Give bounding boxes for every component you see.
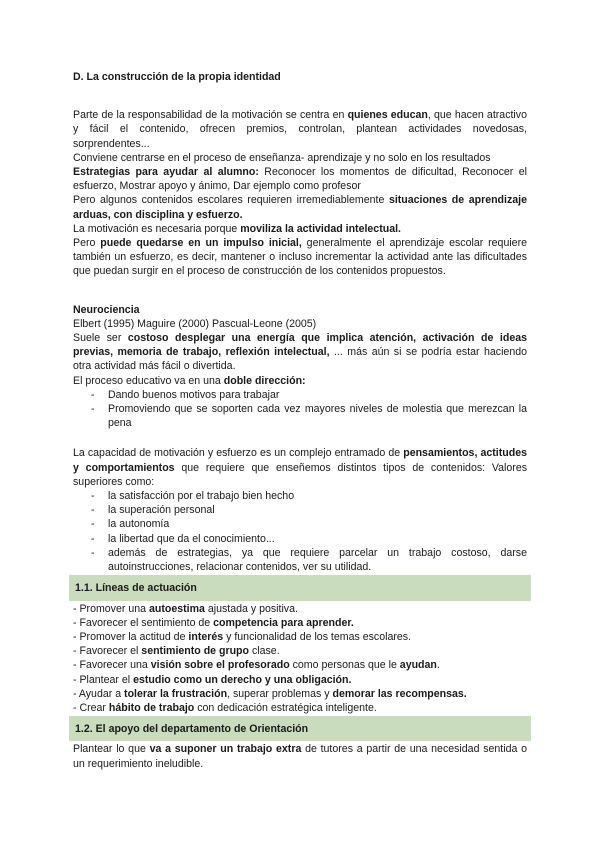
section-band-lineas [69, 575, 531, 600]
bold-run: puede quedarse en un impulso inicial, [100, 237, 302, 250]
neuro-list [73, 388, 527, 431]
text-run: , superar problemas y [227, 687, 333, 700]
list-item: - la autonomía [91, 517, 527, 531]
text-run: clase. [249, 645, 280, 658]
document-content [73, 70, 527, 771]
bold-run: situaciones de aprendizaje arduas, con disciplina y esfuerzo. [73, 194, 527, 221]
lineas-list [73, 602, 527, 716]
list-item: - Dando buenos motivos para trabajar [91, 388, 527, 402]
text-run: ... más aún si se podría estar haciendo otra actividad más fácil o divertida. [73, 346, 527, 373]
neuro-title: Neurociencia [73, 303, 140, 316]
bold-run: visión sobre el profesorado [150, 659, 290, 672]
text-run: . [436, 659, 440, 672]
lineas-item [73, 658, 527, 672]
lineas-item [73, 630, 527, 644]
text-run: - Ayudar a [73, 687, 125, 700]
neuro-paragraph-2 [73, 374, 527, 388]
text-run: La motivación es necesaria porque [73, 222, 241, 235]
text-run: - Plantear el [73, 673, 134, 686]
text-run: - Crear [73, 701, 109, 714]
section-title: D. La construcción de la propia identidad [73, 71, 281, 83]
lineas-item [73, 602, 527, 616]
apoyo-title: 1.2. El apoyo del departamento de Orientación [75, 723, 309, 736]
bold-run: autoestima [148, 602, 205, 615]
bold-run: competencia para aprender. [213, 616, 354, 629]
bold-run: demorar las recompensas. [332, 687, 467, 700]
text-run: Pero algunos contenidos escolares requieren irremediablemente [73, 194, 389, 207]
bold-run: hábito de trabajo [108, 701, 195, 714]
bold-run: moviliza la actividad intelectual. [240, 222, 401, 235]
intro-paragraph-6 [73, 236, 527, 279]
text-run: Suele ser [73, 332, 128, 345]
bold-run: Estrategias para ayudar al alumno: [73, 166, 259, 179]
text-run: con dedicación estratégica inteligente. [194, 701, 377, 714]
list-item: - además de estrategias, ya que requiere parcelar un trabajo costoso, darse autoinstrucciones, relacionar contenidos, ver su utilidad. [91, 546, 527, 574]
list-item: - la libertad que da el conocimiento... [91, 532, 527, 546]
neuro-paragraph-1 [73, 331, 527, 374]
lineas-item [73, 644, 527, 658]
lineas-item [73, 701, 527, 715]
intro-paragraph-5 [73, 222, 527, 236]
text-run: - Promover una [73, 602, 149, 615]
apoyo-paragraph [73, 742, 527, 770]
text-run: Plantear lo que [73, 743, 150, 756]
lineas-title: 1.1. Líneas de actuación [75, 582, 197, 595]
neuro-references: Elbert (1995) Maguire (2000) Pascual-Leone (2005) [73, 317, 317, 330]
text-run: y funcionalidad de los temas escolares. [223, 630, 412, 643]
list-item: - la satisfacción por el trabajo bien hecho [91, 489, 527, 503]
capacity-paragraph [73, 446, 527, 489]
lineas-item [73, 687, 527, 701]
text-run: - Favorecer el [73, 645, 142, 658]
bold-run: tolerar la frustración [124, 687, 228, 700]
lineas-item [73, 616, 527, 630]
section-band-apoyo [69, 716, 531, 741]
text-run: que requiere que enseñemos distintos tipos de contenidos: Valores superiores como: [73, 461, 528, 488]
intro-paragraph-2 [73, 151, 527, 165]
bold-run: interés [188, 630, 224, 643]
bold-run: costoso desplegar una energía que implica atención, activación de ideas previas, memoria de trabajo, reflexión intelectual, [73, 332, 527, 359]
bold-run: ayudan [399, 659, 437, 672]
text-run: - Favorecer una [73, 659, 151, 672]
text-run: - Promover la actitud de [73, 630, 189, 643]
text-run: Conviene centrarse en el proceso de enseñanza- aprendizaje y no solo en los resultados [73, 151, 491, 164]
bold-run: doble dirección: [223, 374, 306, 387]
bold-run: quienes educan [347, 109, 428, 122]
intro-paragraph-3 [73, 165, 527, 193]
text-run: , que hacen atractivo y fácil el contenido, ofrecen premios, controlan, plantean actividades novedosas, sorprendentes... [73, 109, 527, 150]
bold-run: estudio como un derecho y una obligación. [133, 673, 352, 686]
text-run: - Favorecer el sentimiento de [73, 616, 214, 629]
text-run: ajustada y positiva. [204, 602, 298, 615]
text-run: La capacidad de motivación y esfuerzo es un complejo entramado de [73, 447, 404, 460]
intro-paragraph-1 [73, 108, 527, 151]
text-run: como personas que le [289, 659, 400, 672]
text-run: Pero [73, 237, 101, 250]
intro-paragraph-4 [73, 193, 527, 221]
bold-run: sentimiento de grupo [141, 645, 250, 658]
text-run: generalmente el aprendizaje escolar requiere también un esfuerzo, es decir, mantener o incluso incrementar la actividad ante las dificultades que puedan surgir en el proceso de construcción de los contenidos propuestos. [73, 237, 527, 278]
lineas-item [73, 673, 527, 687]
text-run: El proceso educativo va en una [73, 374, 224, 387]
values-list [73, 489, 527, 574]
list-item: - la superación personal [91, 503, 527, 517]
text-run: Parte de la responsabilidad de la motivación se centra en [73, 109, 348, 122]
text-run: de tutores a partir de una necesidad sentida o un requerimiento ineludible. [73, 743, 527, 770]
text-run: Reconocer los momentos de dificultad, Reconocer el esfuerzo, Mostrar apoyo y ánimo, Dar ejemplo como profesor [73, 166, 527, 193]
bold-run: va a suponer un trabajo extra [149, 743, 302, 756]
list-item: - Promoviendo que se soporten cada vez mayores niveles de molestia que merezcan la pena [91, 402, 527, 430]
bold-run: pensamientos, actitudes y comportamientos [73, 447, 527, 474]
